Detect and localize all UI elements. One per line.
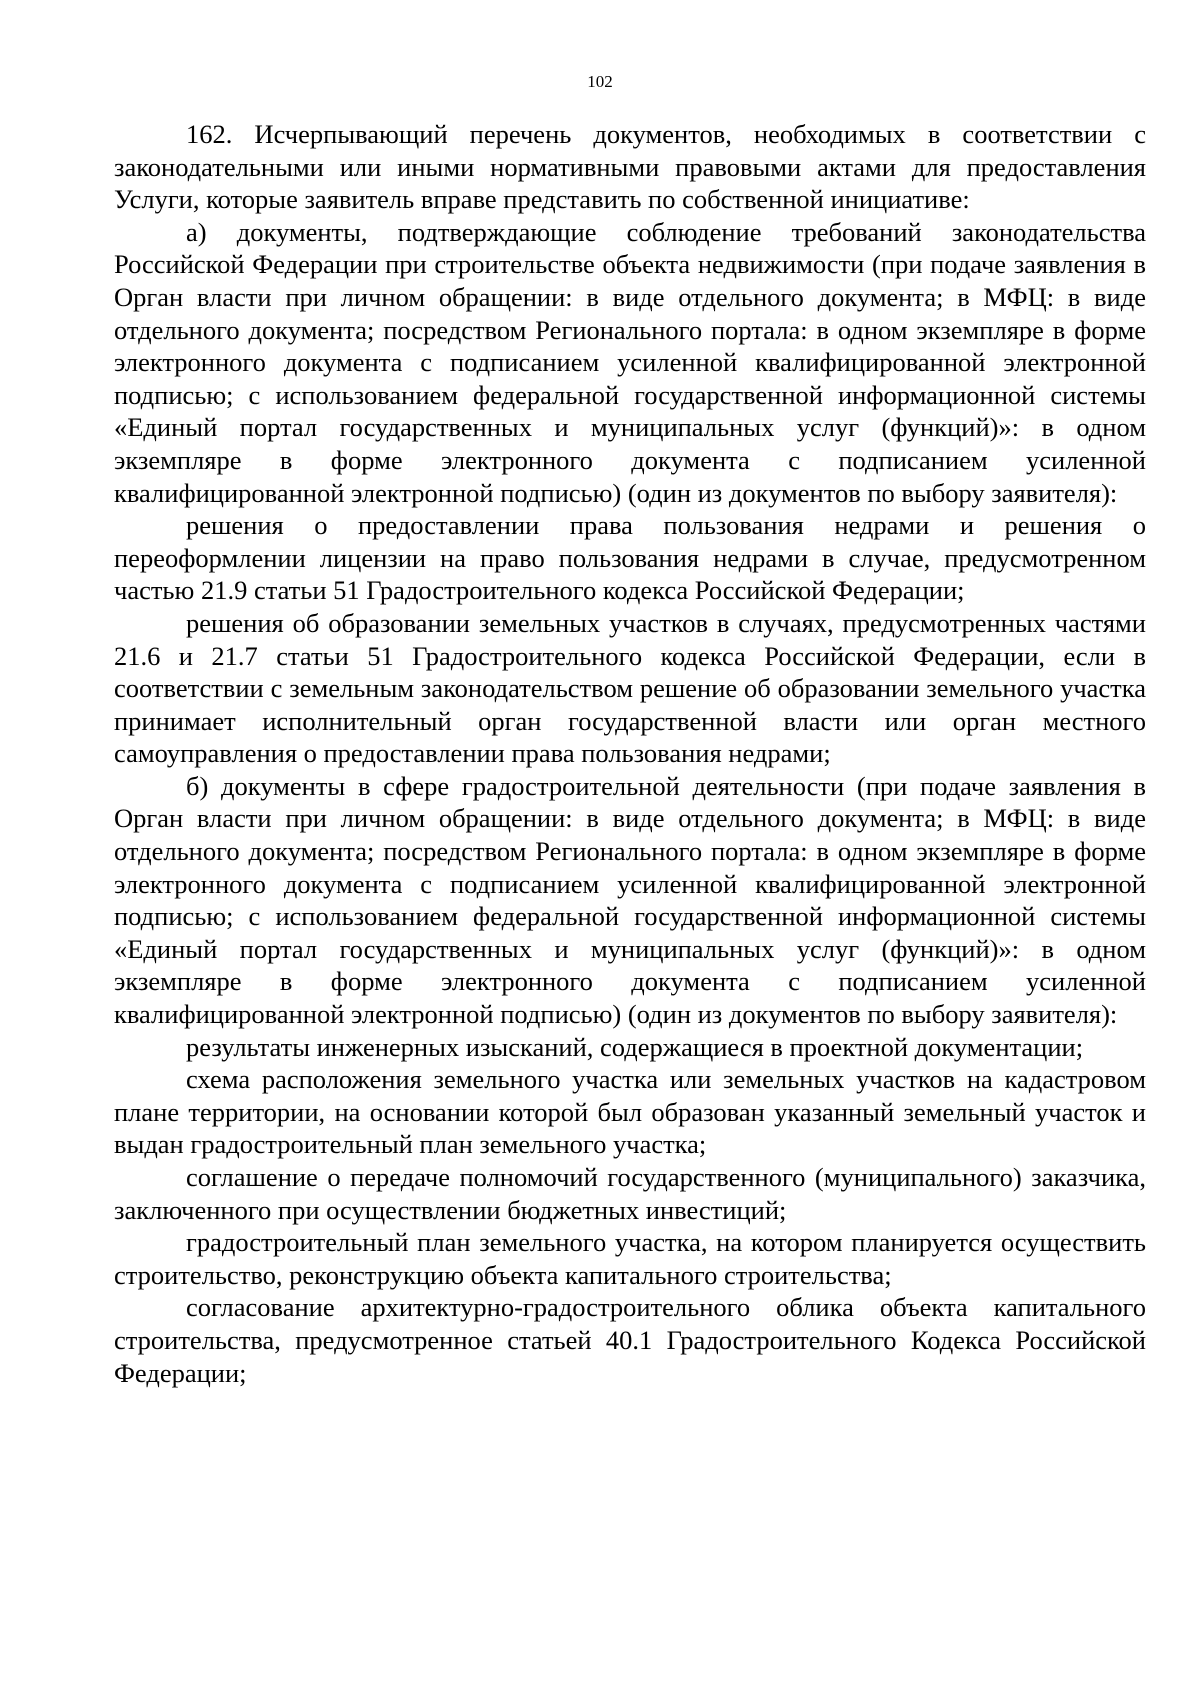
paragraph-item-b: б) документы в сфере градостроительной деятельности (при подаче заявления в Орган власти при личном обращении: в виде отдельного документа; в МФЦ: в виде отдельного документа; посредством Регионального портала: в одном экземпляре в форме электронного документа с подписанием усиленной квалифицированной электронной подписью; с использованием федеральной государственной информационной системы «Единый портал государственных и муниципальных услуг (функций)»: в одном экземпляре в форме электронного документа с подписанием усиленной квалифицированной электронной подписью) (один из документов по выбору заявителя): [114, 770, 1146, 1030]
page-number: 102 [587, 72, 613, 91]
paragraph-162-intro: 162. Исчерпывающий перечень документов, необходимых в соответствии с законодательными или иными нормативными правовыми актами для предоставления Услуги, которые заявитель вправе представить по собственной инициативе: [114, 119, 1146, 215]
document-body [114, 118, 1146, 1389]
paragraph-land-plots-formation: решения об образовании земельных участков в случаях, предусмотренных частями 21.6 и 21.7 статьи 51 Градостроительного кодекса Российской Федерации, если в соответствии с земельным законодательством решение об образовании земельного участка принимает исполнительный орган государственной власти или орган местного самоуправления о предоставлении права пользования недрами; [114, 607, 1146, 769]
paragraph-powers-transfer-agreement: соглашение о передаче полномочий государственного (муниципального) заказчика, заключенного при осуществлении бюджетных инвестиций; [114, 1162, 1146, 1225]
paragraph-architectural-appearance: согласование архитектурно-градостроительного облика объекта капитального строительства, предусмотренное статьей 40.1 Градостроительного Кодекса Российской Федерации; [114, 1292, 1146, 1388]
paragraph-urban-planning-plan: градостроительный план земельного участка, на котором планируется осуществить строительство, реконструкцию объекта капитального строительства; [114, 1227, 1146, 1290]
paragraph-land-plot-scheme: схема расположения земельного участка или земельных участков на кадастровом плане территории, на основании которой был образован указанный земельный участок и выдан градостроительный план земельного участка; [114, 1064, 1146, 1160]
paragraph-engineering-surveys: результаты инженерных изысканий, содержащиеся в проектной документации; [186, 1031, 1084, 1062]
paragraph-item-a: а) документы, подтверждающие соблюдение требований законодательства Российской Федерации при строительстве объекта недвижимости (при подаче заявления в Орган власти при личном обращении: в виде отдельного документа; в МФЦ: в виде отдельного документа; посредством Регионального портала: в одном экземпляре в форме электронного документа с подписанием усиленной квалифицированной электронной подписью; с использованием федеральной государственной информационной системы «Единый портал государственных и муниципальных услуг (функций)»: в одном экземпляре в форме электронного документа с подписанием усиленной квалифицированной электронной подписью) (один из документов по выбору заявителя): [114, 216, 1146, 508]
paragraph-subsoil-rights: решения о предоставлении права пользования недрами и решения о переоформлении лицензии на право пользования недрами в случае, предусмотренном частью 21.9 статьи 51 Градостроительного кодекса Российской Федерации; [114, 510, 1146, 606]
